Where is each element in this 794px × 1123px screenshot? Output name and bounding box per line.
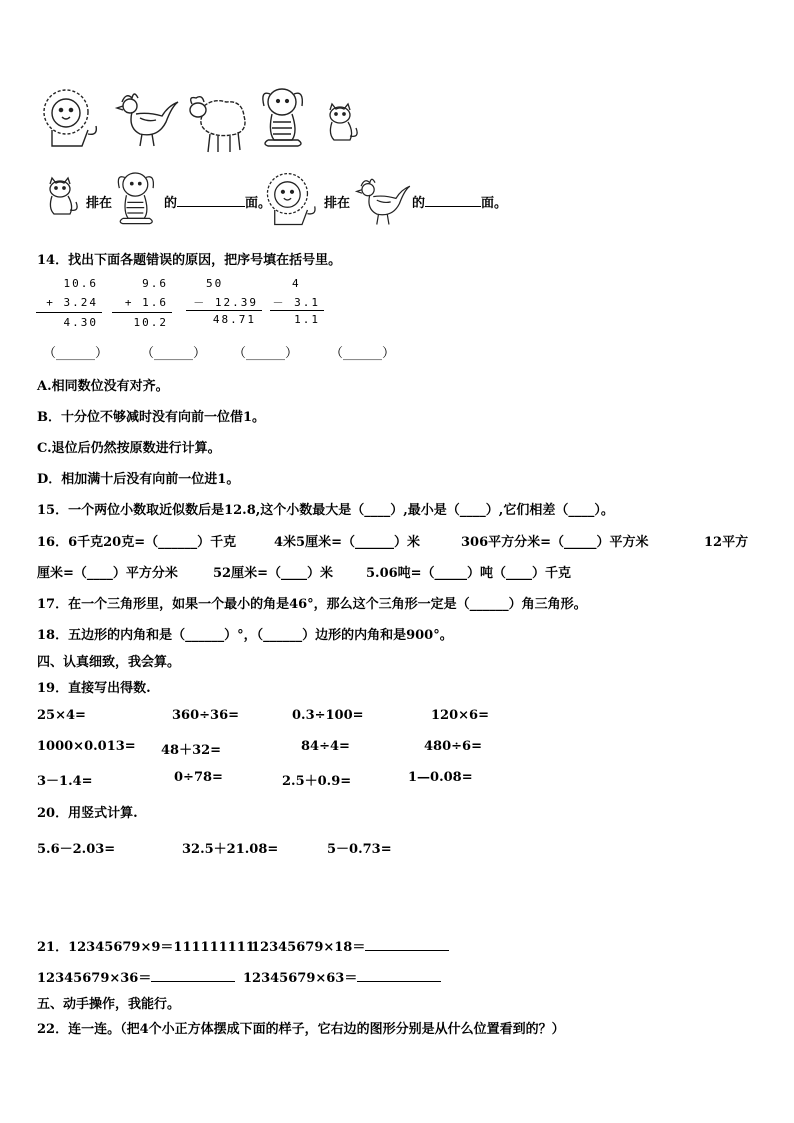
q14-p1-a: 10.6 <box>63 277 98 290</box>
section-4-heading: 四、认真细致，我会算。 <box>37 655 181 670</box>
q14-p1-r: 4.30 <box>63 316 98 329</box>
q19-r3-c2: 0÷78= <box>174 770 223 785</box>
q16-line2-b: 52厘米=（____）米 <box>213 566 333 581</box>
puppy-icon <box>258 84 312 148</box>
answer-blank[interactable] <box>151 981 235 982</box>
q22-text: 22．连一连。（把4个小正方体摆成下面的样子，它右边的图形分别是从什么位置看到的？） <box>37 1022 565 1037</box>
q21-line1-b: 12345679×18＝ <box>251 940 366 955</box>
kitten-icon <box>42 176 82 218</box>
q19-r2-c1: 1000×0.013= <box>37 739 136 754</box>
q14-p2-rule <box>112 312 172 313</box>
rooster-icon <box>352 174 412 228</box>
q14-option-b: B．十分位不够减时没有向前一位借1。 <box>37 410 266 425</box>
q14-p3-rule <box>186 310 262 311</box>
q14-option-c: C.退位后仍然按原数进行计算。 <box>37 441 221 456</box>
kitten-icon <box>322 102 362 144</box>
q19-r1-c4: 120×6= <box>431 708 489 723</box>
answer-blank[interactable] <box>425 206 481 207</box>
q14-p3-b: － 12.39 <box>193 296 258 309</box>
de-text-1: 的 <box>164 196 178 211</box>
q20-title: 20．用竖式计算. <box>37 806 138 821</box>
q14-p3-a: 50 <box>206 277 224 290</box>
q14-p4-a: 4 <box>292 277 301 290</box>
q14-blank-2[interactable]: （______） <box>141 346 207 361</box>
pai-zai-text-2: 排在 <box>324 196 351 211</box>
mian-text-1: 面。 <box>245 196 272 211</box>
q19-r3-c4: 1—0.08= <box>408 770 473 785</box>
q14-p1-rule <box>36 312 102 313</box>
q14-blank-4[interactable]: （______） <box>330 346 396 361</box>
q16-line2-a: 厘米=（____）平方分米 <box>37 566 178 581</box>
q16-line1-c: 306平方分米=（_____）平方米 <box>461 535 649 550</box>
q20-item-2: 32.5＋21.08= <box>182 842 279 857</box>
q15-text: 15．一个两位小数取近似数后是12.8,这个小数最大是（____）,最小是（____）,它们相差（____）。 <box>37 503 614 518</box>
q14-option-d: D．相加满十后没有向前一位进1。 <box>37 472 240 487</box>
q16-line1-a: 16．6千克20克=（______）千克 <box>37 535 237 550</box>
q21-line1-a: 21．12345679×9＝111111111 <box>37 940 255 955</box>
q14-p4-b: － 3.1 <box>272 296 320 309</box>
answer-blank[interactable] <box>177 206 245 207</box>
lion-icon <box>262 170 322 230</box>
lion-icon <box>38 86 104 152</box>
q14-p3-r: 48.71 <box>212 313 256 326</box>
sheep-icon <box>184 92 250 154</box>
q14-option-a: A.相同数位没有对齐。 <box>37 379 169 394</box>
q14-p2-a: 9.6 <box>142 277 168 290</box>
q19-r2-c4: 480÷6= <box>424 739 482 754</box>
pai-zai-text-1: 排在 <box>86 196 113 211</box>
q21-line2-b: 12345679×63＝ <box>243 971 358 986</box>
q19-r3-c3: 2.5＋0.9= <box>282 774 352 789</box>
q14-p2-b: + 1.6 <box>124 296 168 309</box>
answer-blank[interactable] <box>365 950 449 951</box>
q14-p4-r: 1.1 <box>294 313 320 326</box>
section-5-heading: 五、动手操作，我能行。 <box>37 997 181 1012</box>
q19-r1-c3: 0.3÷100= <box>292 708 364 723</box>
q16-line1-d: 12平方 <box>704 535 749 550</box>
q20-item-1: 5.6－2.03= <box>37 842 116 857</box>
q19-title: 19．直接写出得数. <box>37 681 151 696</box>
de-text-2: 的 <box>412 196 426 211</box>
q19-r3-c1: 3－1.4= <box>37 774 93 789</box>
q19-r1-c2: 360÷36= <box>172 708 240 723</box>
q19-r2-c3: 84÷4= <box>301 739 350 754</box>
q14-blank-1[interactable]: （______） <box>43 346 109 361</box>
puppy-icon <box>114 168 162 226</box>
q14-blank-3[interactable]: （______） <box>233 346 299 361</box>
q14-p2-r: 10.2 <box>133 316 168 329</box>
q17-text: 17．在一个三角形里，如果一个最小的角是46°，那么这个三角形一定是（______）角三角形。 <box>37 597 587 612</box>
q14-p1-b: + 3.24 <box>46 296 98 309</box>
q19-r1-c1: 25×4= <box>37 708 86 723</box>
q19-r2-c2: 48＋32= <box>161 743 222 758</box>
q14-title: 14．找出下面各题错误的原因，把序号填在括号里。 <box>37 253 342 268</box>
mian-text-2: 面。 <box>481 196 508 211</box>
q14-p4-rule <box>270 310 324 311</box>
q16-line1-b: 4米5厘米=（______）米 <box>274 535 420 550</box>
q21-line2-a: 12345679×36＝ <box>37 971 152 986</box>
q16-line2-c: 5.06吨=（_____）吨（____）千克 <box>366 566 572 581</box>
rooster-icon <box>112 88 180 150</box>
q20-item-3: 5－0.73= <box>327 842 392 857</box>
answer-blank[interactable] <box>357 981 441 982</box>
q18-text: 18．五边形的内角和是（______）°，（______）边形的内角和是900°。 <box>37 628 453 643</box>
